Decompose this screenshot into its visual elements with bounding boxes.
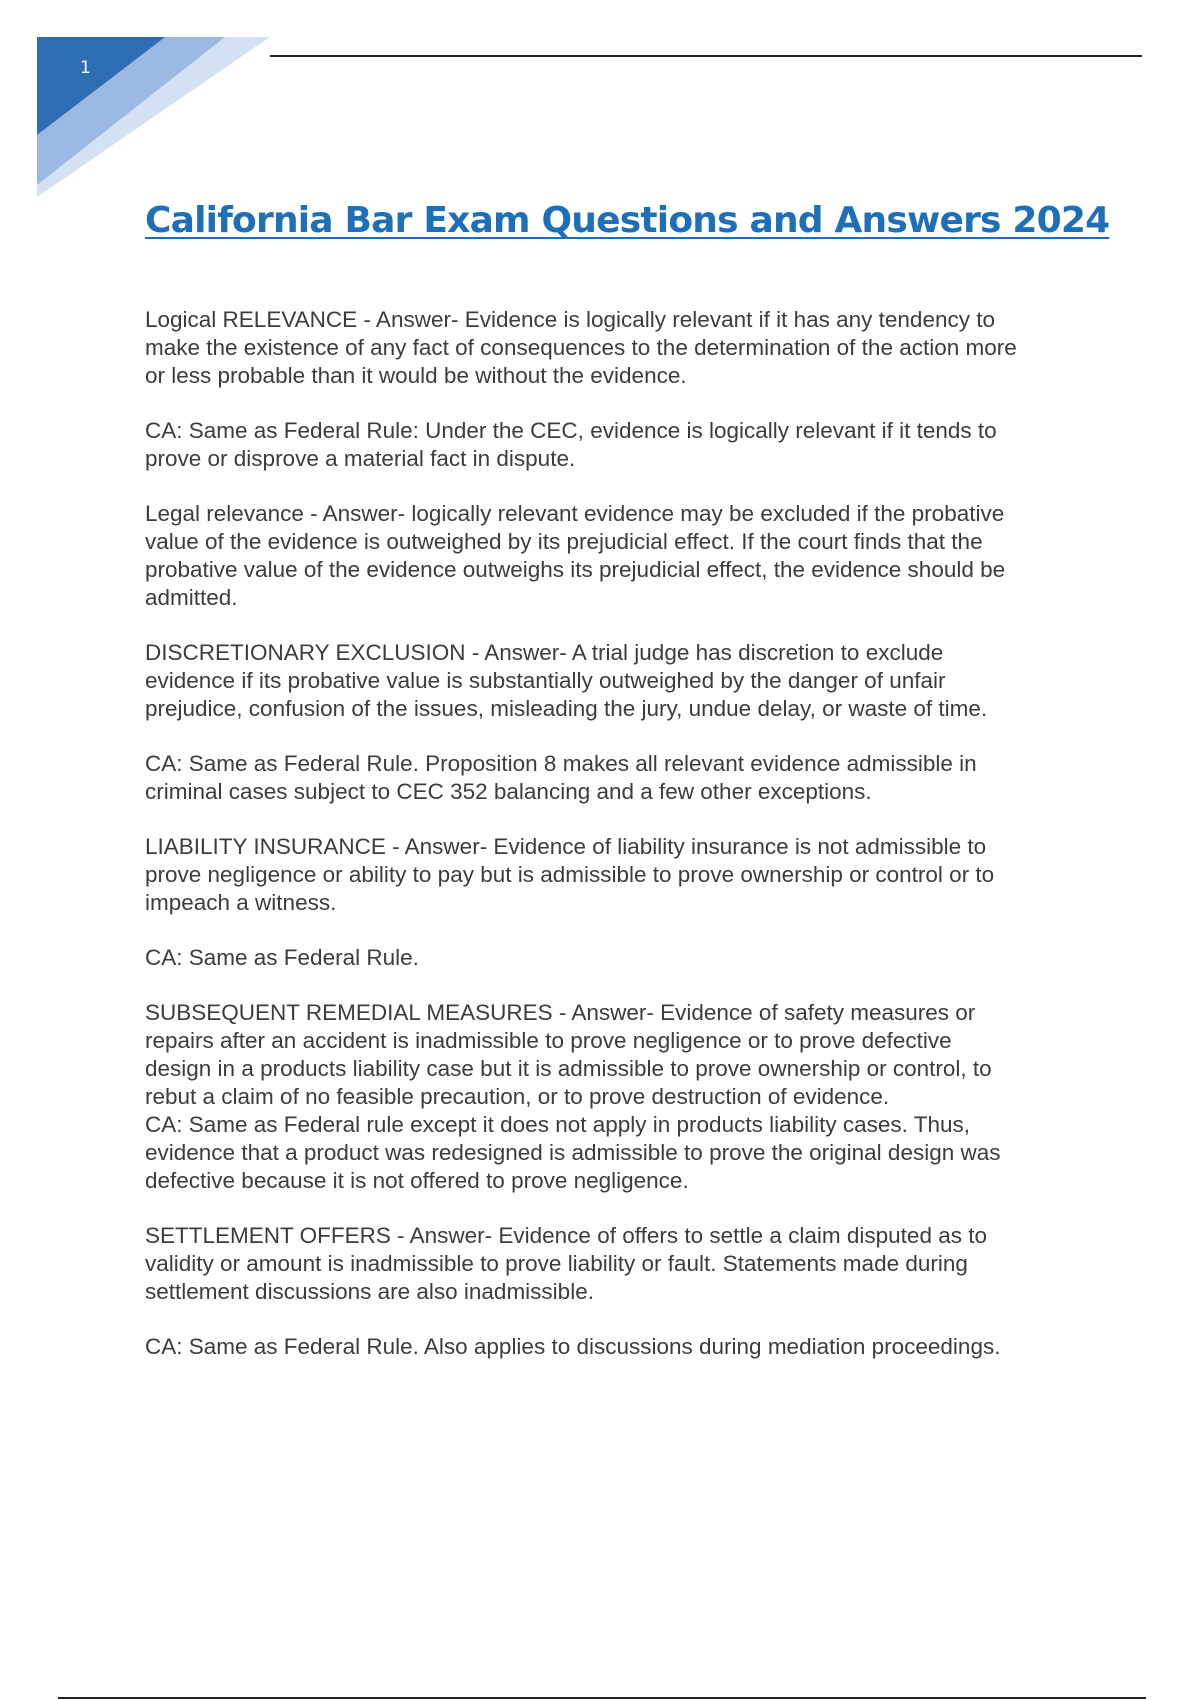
paragraph-ca-settlement-offers: CA: Same as Federal Rule. Also applies to discussions during mediation proceedings. (145, 1334, 1001, 1359)
paragraph-ca-liability-insurance: CA: Same as Federal Rule. (145, 945, 419, 970)
header-rule (270, 55, 1142, 57)
paragraph-settlement-offers: SETTLEMENT OFFERS - Answer- Evidence of offers to settle a claim disputed as to validity or amount is inadmissible to prove liability or fault. Statements made during settlement discussions are also inadmissible. (145, 1223, 987, 1304)
paragraph-subsequent-remedial-measures: SUBSEQUENT REMEDIAL MEASURES - Answer- Evidence of safety measures or repairs after an accident is inadmissible to prove negligence or to prove defective design in a products liability case but it is admissible to prove ownership or control, to rebut a claim of no feasible precaution, or to prove destruction of evidence. (145, 1000, 992, 1109)
document-body (145, 306, 1100, 1388)
paragraph-ca-proposition-8: CA: Same as Federal Rule. Proposition 8 makes all relevant evidence admissible in criminal cases subject to CEC 352 balancing and a few other exceptions. (145, 751, 977, 804)
paragraph-logical-relevance: Logical RELEVANCE - Answer- Evidence is logically relevant if it has any tendency to make the existence of any fact of consequences to the determination of the action more or less probable than it would be without the evidence. (145, 307, 1017, 388)
paragraph-ca-remedial-measures: CA: Same as Federal rule except it does not apply in products liability cases. Thus, evidence that a product was redesigned is admissible to prove the original design was defective because it is not offered to prove negligence. (145, 1112, 1001, 1193)
page-number: 1 (80, 58, 91, 78)
paragraph-discretionary-exclusion: DISCRETIONARY EXCLUSION - Answer- A trial judge has discretion to exclude evidence if its probative value is substantially outweighed by the danger of unfair prejudice, confusion of the issues, misleading the jury, undue delay, or waste of time. (145, 640, 988, 721)
page-corner-decoration (0, 0, 300, 220)
paragraph-legal-relevance: Legal relevance - Answer- logically relevant evidence may be excluded if the probative value of the evidence is outweighed by its prejudicial effect. If the court finds that the probative value of the evidence outweighs its prejudicial effect, the evidence should be admitted. (145, 501, 1006, 610)
paragraph-liability-insurance: LIABILITY INSURANCE - Answer- Evidence of liability insurance is not admissible to prove negligence or ability to pay but is admissible to prove ownership or control or to impeach a witness. (145, 834, 995, 915)
document-title: California Bar Exam Questions and Answers 2024 (145, 200, 1110, 241)
footer-rule (58, 1697, 1146, 1699)
paragraph-ca-logical-relevance: CA: Same as Federal Rule: Under the CEC, evidence is logically relevant if it tends to prove or disprove a material fact in dispute. (145, 418, 997, 471)
